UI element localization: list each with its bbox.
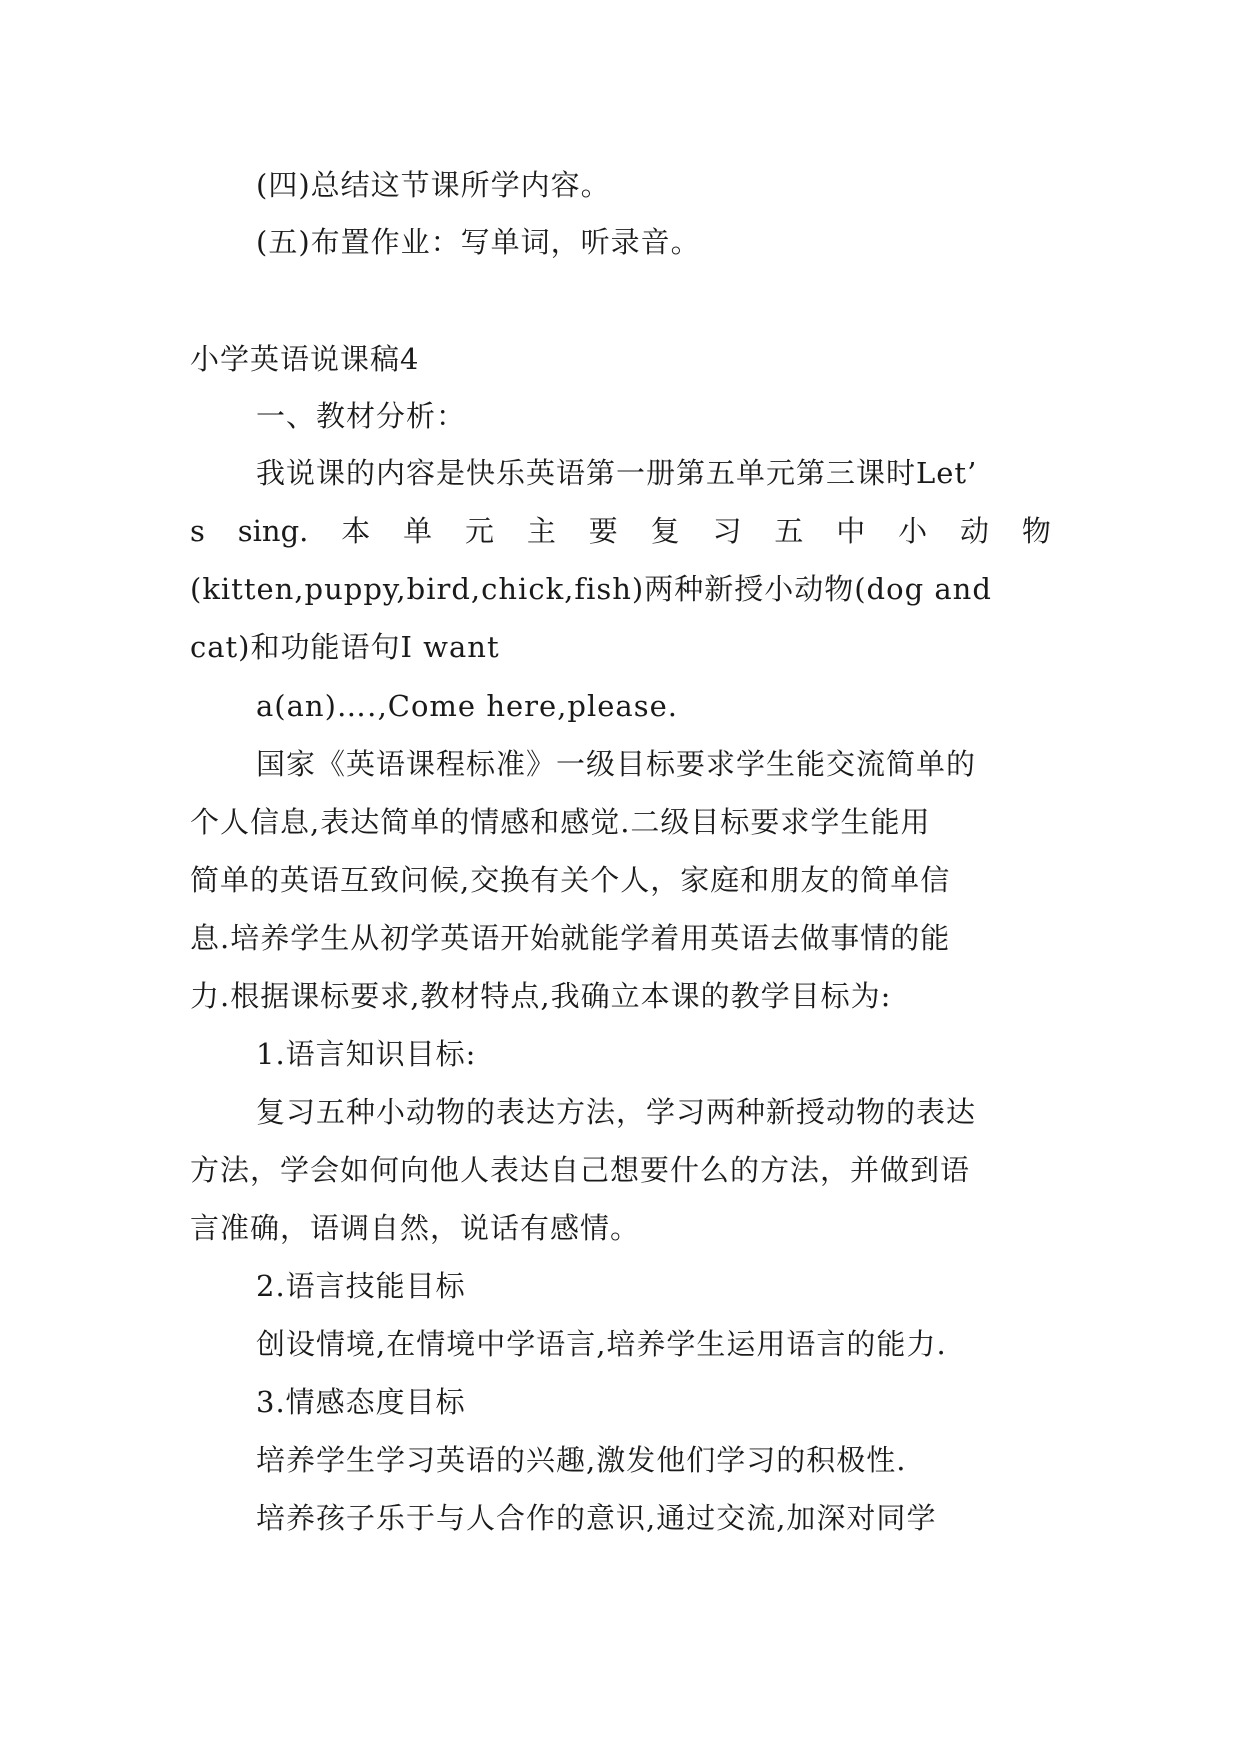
paragraph-line: (kitten,puppy,bird,chick,fish)两种新授小动物(dog and (190, 572, 992, 606)
word: 主 (526, 514, 556, 548)
word: sing. (237, 514, 309, 548)
paragraph-line: 国家《英语课程标准》一级目标要求学生能交流简单的 (256, 747, 977, 781)
homework-step: (五)布置作业：写单词，听录音。 (256, 225, 701, 259)
word: 小 (898, 514, 928, 548)
paragraph-line: 创设情境,在情境中学语言,培养学生运用语言的能力. (256, 1327, 947, 1361)
paragraph-line: 培养孩子乐于与人合作的意识,通过交流,加深对同学 (256, 1501, 937, 1535)
paragraph-line: 息.培养学生从初学英语开始就能学着用英语去做事情的能 (190, 921, 951, 955)
goal-heading-1: 1.语言知识目标: (256, 1037, 477, 1071)
word: 习 (712, 514, 742, 548)
paragraph-line: 言准确，语调自然，说话有感情。 (190, 1211, 641, 1245)
word: 动 (959, 514, 989, 548)
word: 元 (464, 514, 494, 548)
word: 中 (836, 514, 866, 548)
paragraph-line: 培养学生学习英语的兴趣,激发他们学习的积极性. (256, 1443, 907, 1477)
word: 物 (1021, 514, 1051, 548)
word: 本 (341, 514, 371, 548)
goal-heading-2: 2.语言技能目标 (256, 1269, 466, 1303)
subsection-heading: 一、教材分析： (256, 399, 467, 433)
paragraph-line: a(an)…․,Come here,please. (256, 689, 678, 723)
word: 五 (774, 514, 804, 548)
summary-step: (四)总结这节课所学内容。 (256, 168, 611, 202)
word: 单 (403, 514, 433, 548)
word: 要 (588, 514, 618, 548)
section-title: 小学英语说课稿4 (190, 342, 420, 376)
paragraph-line: 方法，学会如何向他人表达自己想要什么的方法，并做到语 (190, 1153, 971, 1187)
word: 复 (650, 514, 680, 548)
paragraph-line: 个人信息,表达简单的情感和感觉.二级目标要求学生能用 (190, 805, 931, 839)
paragraph-line: cat)和功能语句I want (190, 630, 500, 664)
paragraph-line: 简单的英语互致问候,交换有关个人，家庭和朋友的简单信 (190, 863, 951, 897)
justified-paragraph-line (190, 511, 1051, 551)
word: s (190, 514, 205, 548)
paragraph-line: 我说课的内容是快乐英语第一册第五单元第三课时Let’ (256, 456, 978, 490)
paragraph-line: 力.根据课标要求,教材特点,我确立本课的教学目标为: (190, 979, 892, 1013)
paragraph-line: 复习五种小动物的表达方法，学习两种新授动物的表达 (256, 1095, 977, 1129)
goal-heading-3: 3.情感态度目标 (256, 1385, 466, 1419)
